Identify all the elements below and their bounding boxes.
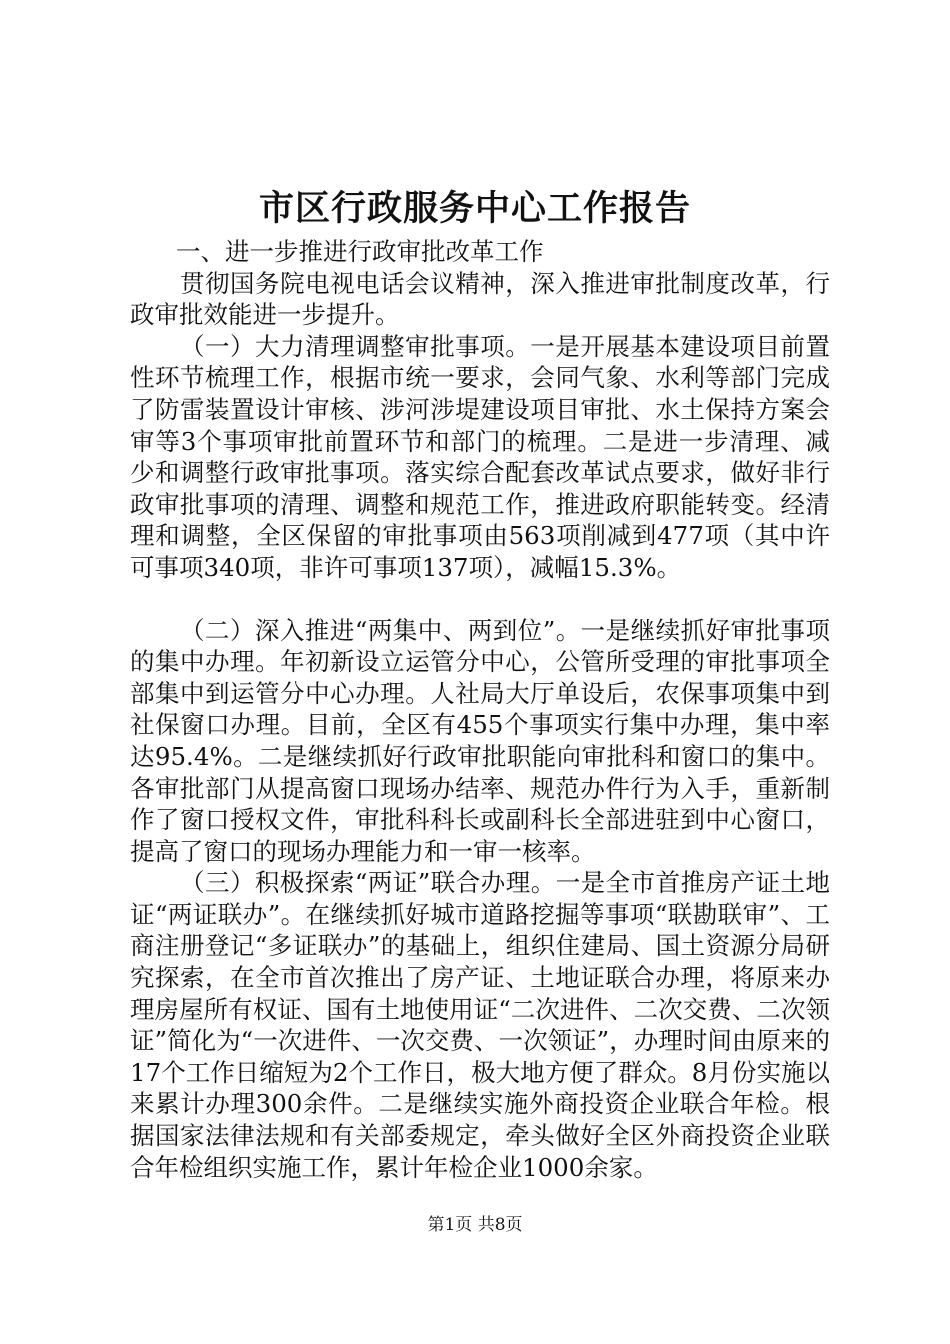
section-heading: 一、进一步推进行政审批改革工作	[176, 237, 544, 266]
paragraph-2: （二）深入推进“两集中、两到位”。一是继续抓好审批事项的集中办理。年初新设立运管分中心，公管所受理的审批事项全部集中到运管分中心办理。人社局大厅单设后，农保事项集中到社保窗口办理。目前，全区有455个事项实行集中办理，集中率达95.4%。二是继续抓好行政审批职能向审批科和窗口的集中。各审批部门从提高窗口现场办结率、规范办件行为入手，重新制作了窗口授权文件，审批科科长或副科长全部进驻到中心窗口，提高了窗口的现场办理能力和一审一核率。	[130, 615, 830, 866]
paragraph-3: （三）积极探索“两证”联合办理。一是全市首推房产证土地证“两证联办”。在继续抓好城市道路挖掘等事项“联勘联审”、工商注册登记“多证联办”的基础上，组织住建局、国土资源分局研究探索，在全市首次推出了房产证、土地证联合办理，将原来办理房屋所有权证、国有土地使用证“二次进件、二次交费、二次领证”简化为“一次进件、一次交费、一次领证”，办理时间由原来的17个工作日缩短为2个工作日，极大地方便了群众。8月份实施以来累计办理300余件。二是继续实施外商投资企业联合年检。根据国家法律法规和有关部委规定，牵头做好全区外商投资企业联合年检组织实施工作，累计年检企业1000余家。	[130, 868, 830, 1182]
intro-paragraph: 贯彻国务院电视电话会议精神，深入推进审批制度改革，行政审批效能进一步提升。	[130, 268, 830, 330]
document-body	[130, 236, 830, 1183]
page-footer: 第1页 共8页	[427, 1215, 523, 1235]
page-title: 市区行政服务中心工作报告	[258, 188, 691, 229]
paragraph-gap	[130, 584, 830, 615]
paragraph-1: （一）大力清理调整审批事项。一是开展基本建设项目前置性环节梳理工作，根据市统一要求，会同气象、水利等部门完成了防雷装置设计审核、涉河涉堤建设项目审批、水土保持方案会审等3个事项审批前置环节和部门的梳理。二是进一步清理、减少和调整行政审批事项。落实综合配套改革试点要求，做好非行政审批事项的清理、调整和规范工作，推进政府职能转变。经清理和调整，全区保留的审批事项由563项削减到477项（其中许可事项340项，非许可事项137项），减幅15.3%。	[130, 331, 830, 582]
